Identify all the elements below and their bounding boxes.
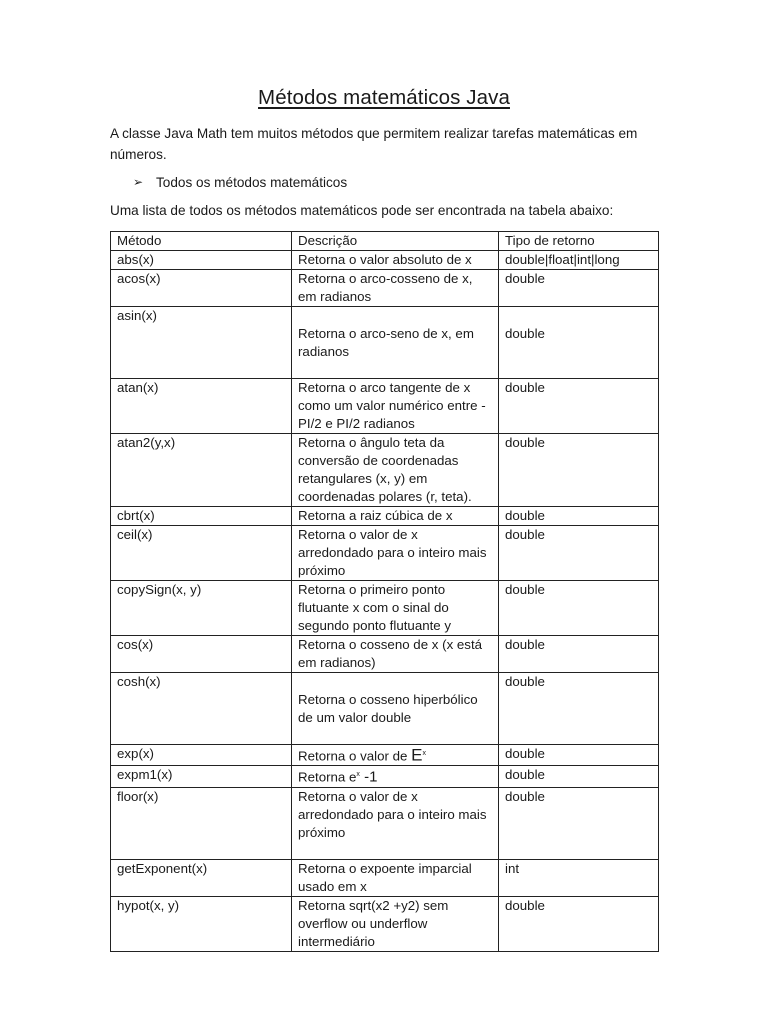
method-cell: exp(x): [111, 745, 292, 766]
table-row: [111, 859, 659, 896]
return-type-cell: double: [499, 507, 659, 526]
description-cell: Retorna o valor de x arredondado para o inteiro mais próximo: [292, 787, 499, 859]
method-cell: acos(x): [111, 270, 292, 307]
table-row: [111, 766, 659, 787]
return-type-cell: double: [499, 787, 659, 859]
return-type-cell: double: [499, 379, 659, 434]
return-type-text: double: [505, 326, 545, 341]
page-title: Métodos matemáticos Java: [258, 86, 510, 109]
description-cell: Retorna o valor absoluto de x: [292, 251, 499, 270]
method-cell: floor(x): [111, 787, 292, 859]
exponent-superscript: x: [356, 771, 360, 779]
description-cell: Retorna o valor de x arredondado para o inteiro mais próximo: [292, 526, 499, 581]
description-cell: Retorna a raiz cúbica de x: [292, 507, 499, 526]
return-type-cell: double: [499, 766, 659, 787]
return-type-cell: double: [499, 526, 659, 581]
method-cell: cos(x): [111, 636, 292, 673]
table-row: [111, 434, 659, 507]
euler-symbol: E: [411, 745, 423, 765]
table-row: [111, 581, 659, 636]
table-row: [111, 507, 659, 526]
method-cell: copySign(x, y): [111, 581, 292, 636]
arrow-bullet-icon: ➢: [133, 175, 144, 189]
method-cell: cbrt(x): [111, 507, 292, 526]
return-type-cell: double: [499, 636, 659, 673]
description-cell: [292, 766, 499, 787]
method-cell: asin(x): [111, 307, 292, 379]
table-intro: Uma lista de todos os métodos matemáticos pode ser encontrada na tabela abaixo:: [110, 203, 614, 218]
exponent-superscript: x: [422, 750, 426, 757]
description-cell: Retorna o ângulo teta da conversão de coordenadas retangulares (x, y) em coordenadas polares (r, teta).: [292, 434, 499, 507]
return-type-cell: double: [499, 270, 659, 307]
description-cell: Retorna o primeiro ponto flutuante x com o sinal do segundo ponto flutuante y: [292, 581, 499, 636]
return-type-cell: double: [499, 896, 659, 951]
description-cell: [292, 745, 499, 766]
return-type-cell: int: [499, 859, 659, 896]
return-type-cell: double|float|int|long: [499, 251, 659, 270]
method-cell: ceil(x): [111, 526, 292, 581]
table-row: [111, 745, 659, 766]
method-cell: atan2(y,x): [111, 434, 292, 507]
header-description: Descrição: [292, 232, 499, 251]
return-type-cell: double: [499, 434, 659, 507]
method-cell: getExponent(x): [111, 859, 292, 896]
intro-paragraph: A classe Java Math tem muitos métodos que permitem realizar tarefas matemáticas em números.: [110, 126, 638, 162]
table-row: [111, 307, 659, 379]
header-return-type: Tipo de retorno: [499, 232, 659, 251]
table-row: [111, 787, 659, 859]
return-type-cell: double: [499, 673, 659, 745]
bullet-item: [133, 172, 347, 193]
method-cell: abs(x): [111, 251, 292, 270]
description-cell: Retorna o cosseno hiperbólico de um valor double: [292, 673, 499, 745]
table-row: [111, 673, 659, 745]
description-cell: Retorna o arco-cosseno de x, em radianos: [292, 270, 499, 307]
description-cell: Retorna o arco tangente de x como um valor numérico entre -PI/2 e PI/2 radianos: [292, 379, 499, 434]
method-cell: cosh(x): [111, 673, 292, 745]
table-row: [111, 379, 659, 434]
description-suffix: -1: [359, 768, 378, 786]
return-type-cell: [499, 307, 659, 379]
table-row: [111, 896, 659, 951]
header-method: Método: [111, 232, 292, 251]
bullet-text: Todos os métodos matemáticos: [156, 175, 348, 190]
table-row: [111, 636, 659, 673]
table-row: [111, 270, 659, 307]
description-text: Retorna o valor de: [298, 748, 412, 764]
description-cell: Retorna o expoente imparcial usado em x: [292, 859, 499, 896]
method-cell: atan(x): [111, 379, 292, 434]
method-cell: hypot(x, y): [111, 896, 292, 951]
return-type-cell: double: [499, 745, 659, 766]
table-row: [111, 526, 659, 581]
methods-table: [110, 231, 659, 952]
method-cell: expm1(x): [111, 766, 292, 787]
table-header-row: [111, 232, 659, 251]
description-cell: Retorna o cosseno de x (x está em radianos): [292, 636, 499, 673]
description-text: Retorna e: [298, 769, 357, 785]
description-cell: Retorna sqrt(x2 +y2) sem overflow ou underflow intermediário: [292, 896, 499, 951]
return-type-cell: double: [499, 581, 659, 636]
table-row: [111, 251, 659, 270]
description-cell: Retorna o arco-seno de x, em radianos: [292, 307, 499, 379]
